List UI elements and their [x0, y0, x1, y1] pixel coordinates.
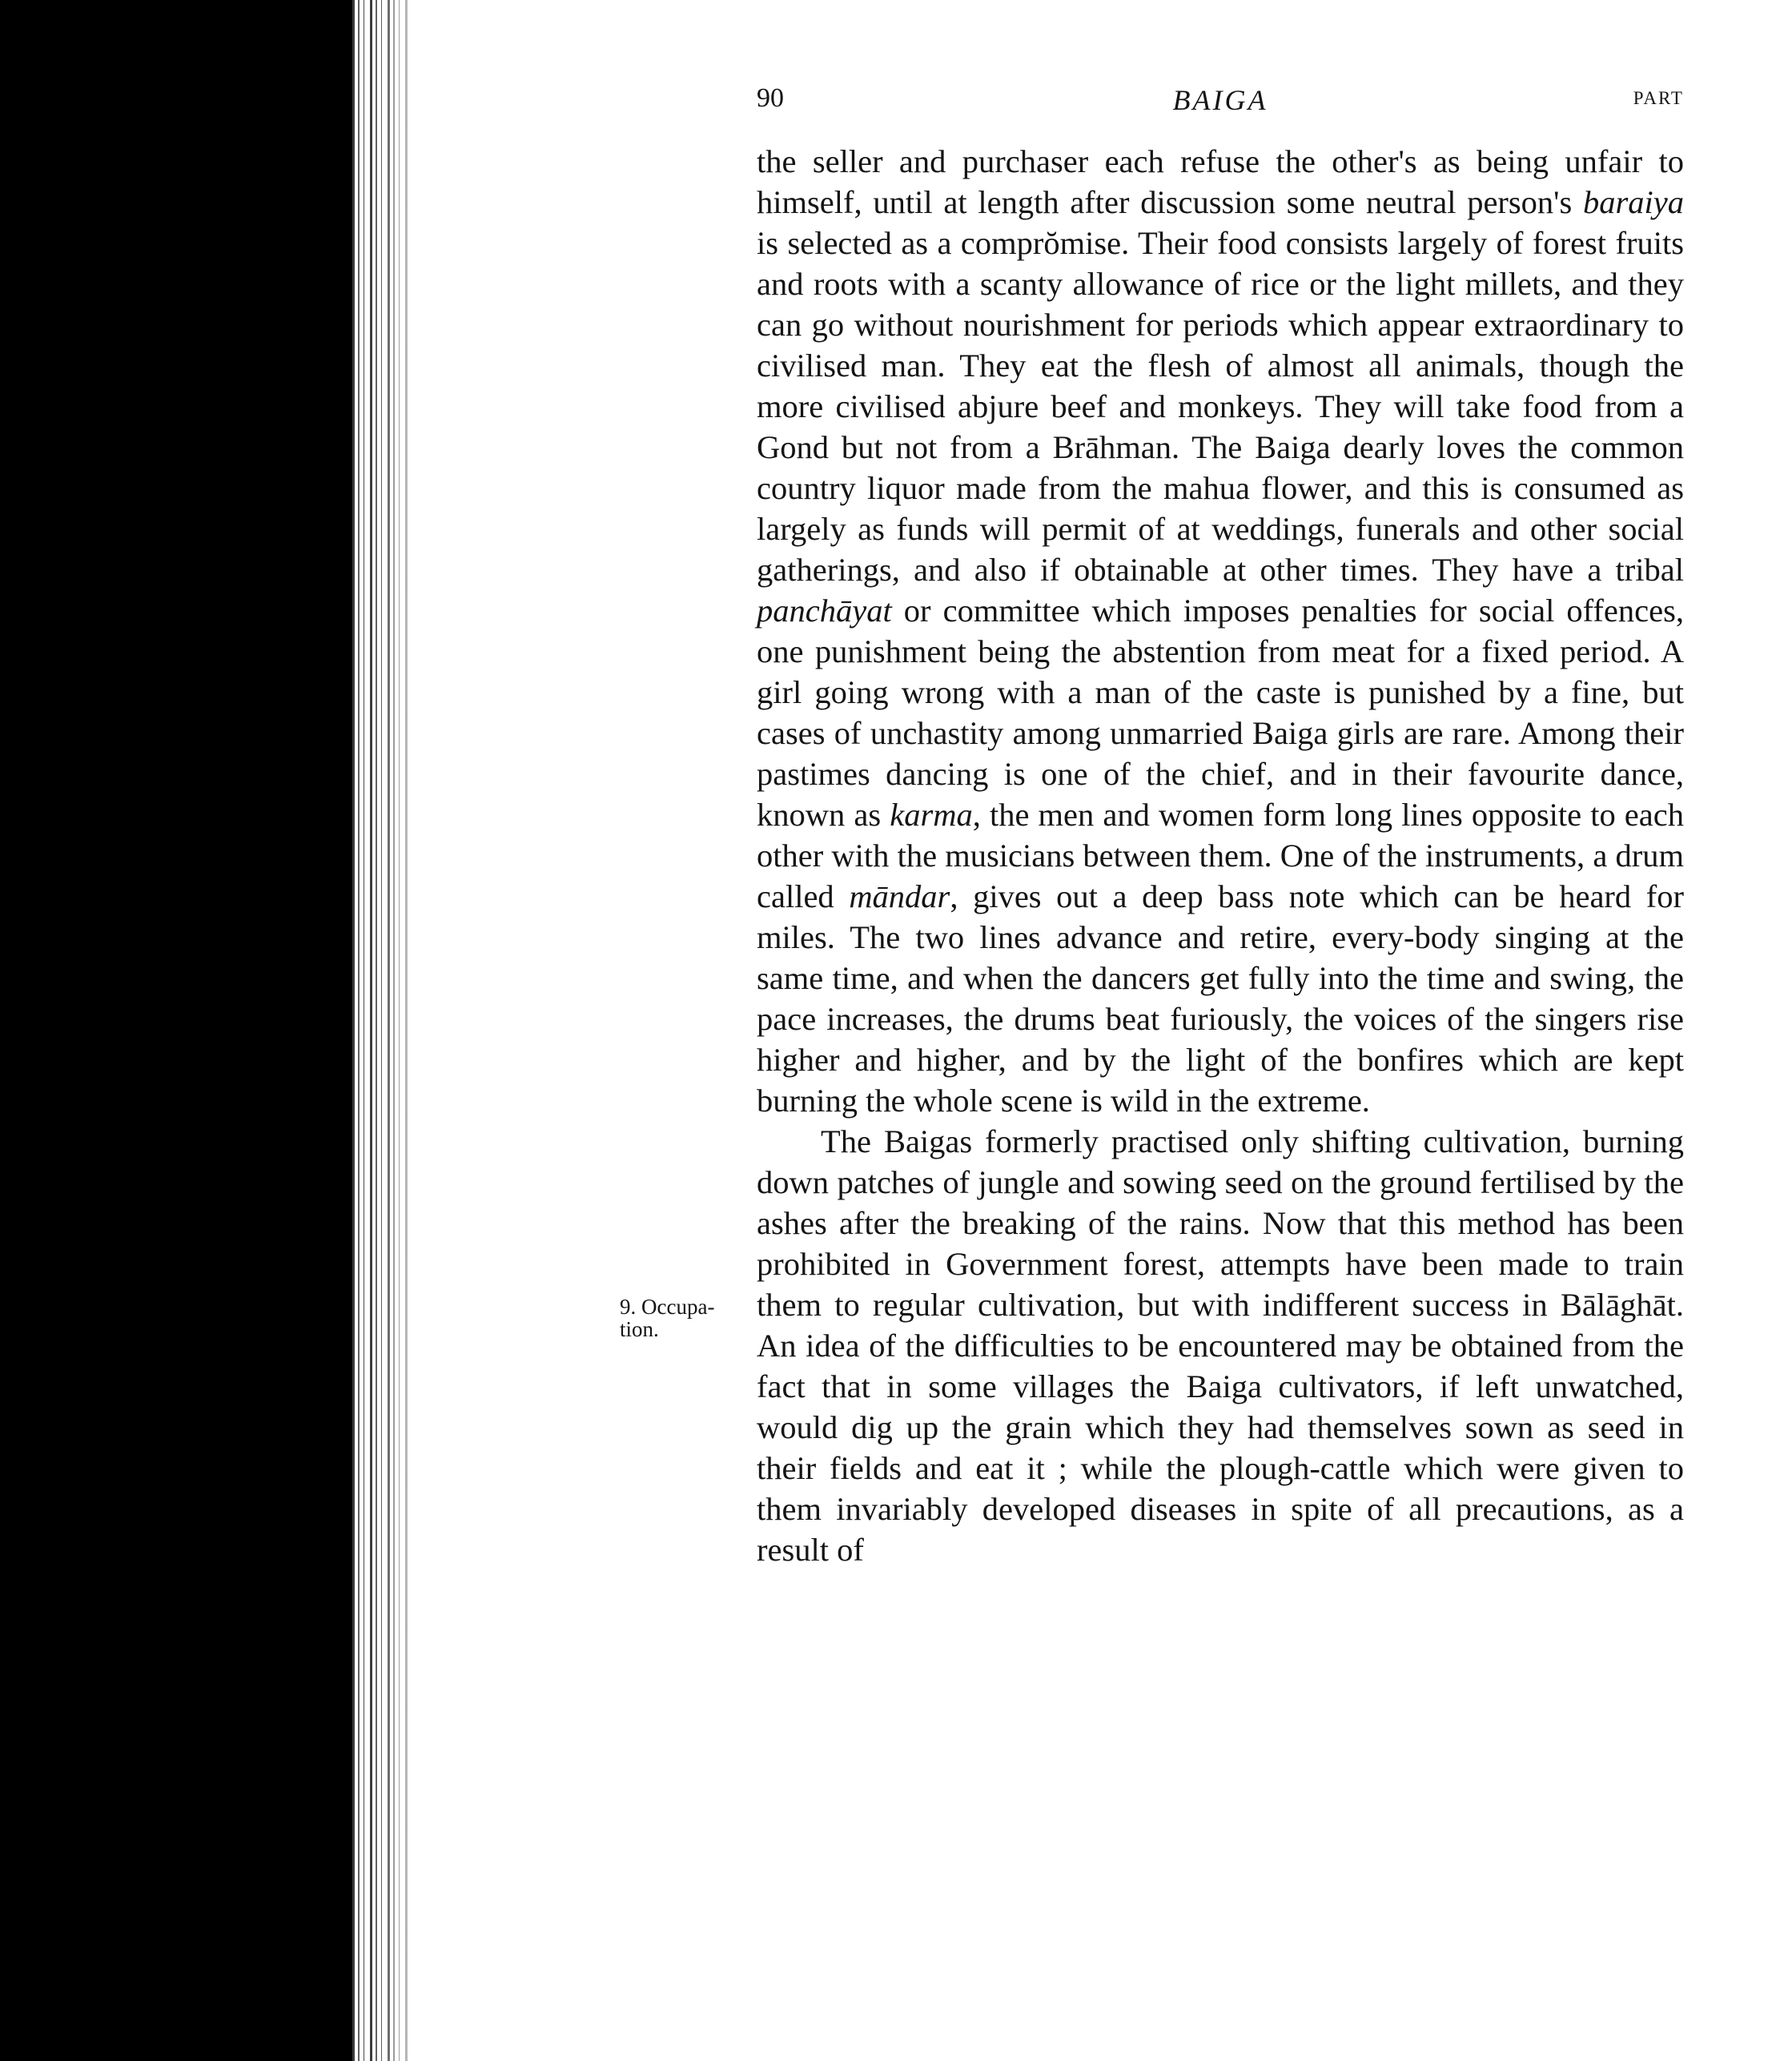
paragraph-customs [757, 141, 1684, 1121]
paragraph-occupation: The Baigas formerly practised only shifting cultivation, burning down patches of jungle and sowing seed on the ground fertilised by the ashes after the breaking of the rains. Now that this method has been prohibited in Government forest, attempts have been made to train them to regular cultivation, but with indifferent success in Bālāghāt. An idea of the difficulties to be encountered may be obtained from the fact that in some villages the Baiga cultivators, if left unwatched, would dig up the grain which they had themselves sown as seed in their fields and eat it ; while the plough-cattle which were given to them invariably developed diseases in spite of all precautions, as a result of [757, 1123, 1684, 1568]
term-panchayat: panchāyat [757, 593, 892, 629]
term-baraiya: baraiya [1583, 184, 1684, 220]
body-text [757, 141, 1684, 1570]
marginal-note [620, 1296, 748, 1340]
page-number: 90 [757, 83, 784, 113]
marginal-note-line: 9. Occupa- [620, 1295, 715, 1319]
binding-fade [376, 0, 424, 2061]
text-run: is selected as a comprŏmise. Their food consists largely of forest fruits and roots with a scanty allowance of rice or the light millets, and they can go without nourishment for periods which appear extraordinary to civilised man. They eat the flesh of almost all animals, though the more civilised abjure beef and monkeys. They will take food from a Gond but not from a Brāhman. The Baiga dearly loves the common country liquor made from the mahua flower, and this is consumed as largely as funds will permit of at weddings, funerals and other social gatherings, and also if obtainable at other times. They have a tribal [757, 225, 1684, 588]
running-title: BAIGA [1172, 84, 1268, 116]
term-mandar: māndar [849, 878, 950, 914]
running-head [757, 83, 1684, 123]
text-run: , the men and women form long lines opposite to each other with the musicians between them. One of the instruments, a drum called [757, 797, 1684, 914]
text-run: or committee which imposes penalties for social offences, one punishment being the abstention from meat for a fixed period. A girl going wrong with a man of the caste is punished by a fine, but cases of unchastity among unmarried Baiga girls are rare. Among their pastimes dancing is one of the chief, and in their favourite dance, known as [757, 593, 1684, 833]
text-run: the seller and purchaser each refuse the other's as being unfair to himself, until at length after discussion some neutral person's [757, 143, 1684, 220]
binding-shadow [0, 0, 352, 2061]
marginal-note-line: tion. [620, 1317, 659, 1341]
term-karma: karma [890, 797, 973, 833]
text-run: , gives out a deep bass note which can be heard for miles. The two lines advance and retire, every-body singing at the same time, and when the dancers get fully into the time and swing, the pace increases, the drums beat furiously, the voices of the singers rise higher and higher, and by the light of the bonfires which are kept burning the whole scene is wild in the extreme. [757, 878, 1684, 1119]
part-label: PART [1633, 88, 1684, 108]
